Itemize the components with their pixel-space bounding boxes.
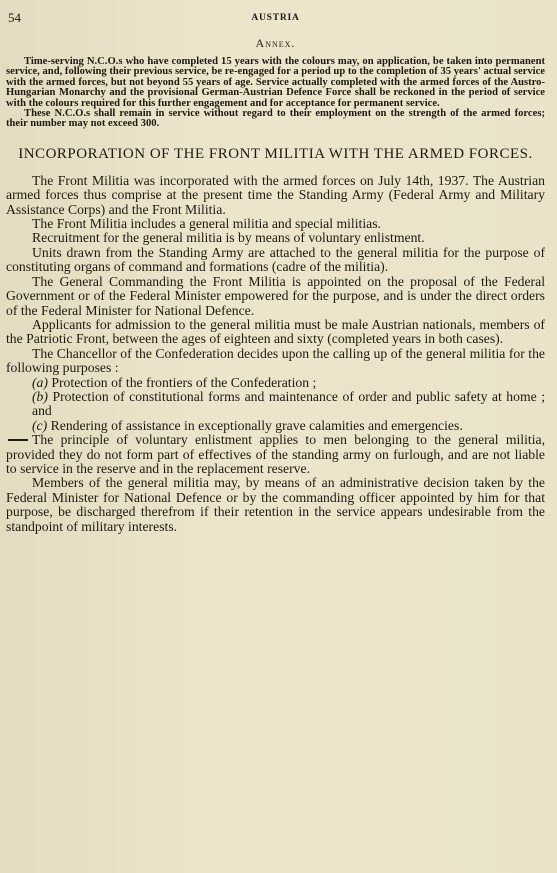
margin-dash-mark [8,439,28,441]
list-item-text: Rendering of assistance in exceptionally grave calamities and emergencies. [50,417,463,433]
body-paragraph: The General Commanding the Front Militia is appointed on the proposal of the Federal Government or of the Federal Minister empowered for the purpose, and is under the direct orders of the Federal Minister for National Defence. [6,273,545,318]
page-number: 54 [8,10,21,25]
annex-paragraph: These N.C.O.s shall remain in service without regard to their employment on the strength of the armed forces; their number may not exceed 300. [6,108,545,130]
annex-paragraph: Time-serving N.C.O.s who have completed 15 years with the colours may, on application, be taken into permanent service, and, following their previous service, be re-engaged for a period up to the completion of 35 years' actual service with the armed forces, but not beyond 55 years of age. Service actually completed with the armed forces of the Austro-Hungarian Monarchy and the provisional German-Austrian Defence Force shall be reckoned in the period of service with the colours required for this further engagement and for acceptance for permanent service. [6,56,545,109]
list-item-text: Protection of constitutional forms and maintenance of order and public safety at home ; and [32,388,545,419]
body-paragraph: The principle of voluntary enlistment applies to men belonging to the general militia, provided they do not form part of effectives of the standing army on furlough, and are not liable to service in the reserve and in the replacement reserve. [6,432,545,476]
list-item-label: (a) [32,374,48,390]
list-item [6,376,545,390]
list-item-label: (c) [32,417,48,433]
running-head: AUSTRIA [251,13,300,23]
body-paragraph: The Front Militia was incorporated with the armed forces on July 14th, 1937. The Austrian armed forces thus comprise at the present time the Standing Army (Federal Army and Military Assistance Corps) and the Front Militia. [6,172,545,217]
body-paragraph: Members of the general militia may, by means of an administrative decision taken by the Federal Minister for National Defence or by the commanding officer appointed by him for that purpose, be discharged therefrom if their retention in the service appears undesirable from the standpoint of military interests. [6,475,545,534]
annex-text [6,57,545,130]
list-item-text: Protection of the frontiers of the Confederation ; [51,374,317,390]
body-paragraph: The Chancellor of the Confederation decides upon the calling up of the general militia for the following purposes : [6,345,545,376]
body-paragraph: Recruitment for the general militia is by means of voluntary enlistment. [32,230,425,246]
section-title: INCORPORATION OF THE FRONT MILITIA WITH THE ARMED FORCES. [18,145,533,162]
body-paragraph: Units drawn from the Standing Army are attached to the general militia for the purpose of constituting organs of command and formations (cadre of the militia). [6,244,545,275]
body-paragraph: Applicants for admission to the general militia must be male Austrian nationals, members of the Patriotic Front, between the ages of eighteen and sixty (completed years in both cases). [6,316,545,347]
list-item-label: (b) [32,388,48,404]
section-body [6,174,545,534]
page-header [6,8,545,30]
body-paragraph: The Front Militia includes a general militia and special militias. [32,216,381,232]
list-item [6,419,545,433]
annex-title: Annex. [255,36,296,50]
list-item [6,390,545,419]
